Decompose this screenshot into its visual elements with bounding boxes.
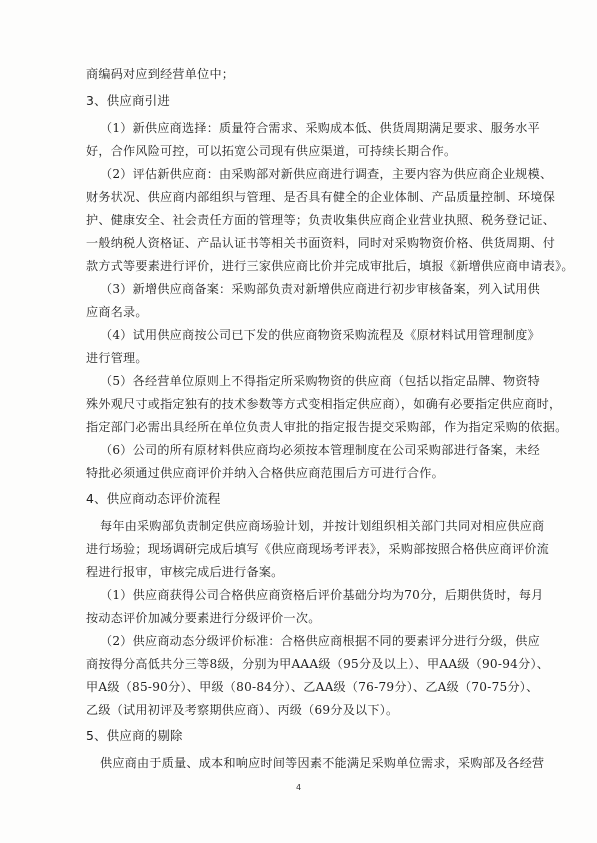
section-heading: 4、供应商动态评价流程 <box>86 491 221 506</box>
text-line: 进行管理。 <box>86 351 148 365</box>
text-line: 好，合作风险可控，可以拓宽公司现有供应渠道，可持续长期合作。 <box>86 144 457 158</box>
text-line: （5）各经营单位原则上不得指定所采购物资的供应商（包括以指定品牌、物资特 <box>100 374 540 388</box>
text-line: 款方式等要素进行评价，进行三家供应商比价并完成审批后，填报《新增供应商申请表》。 <box>86 259 574 273</box>
text-line: 财务状况、供应商内部组织与管理、是否具有健全的企业体制、产品质量控制、环境保 <box>86 190 556 204</box>
text-line: 供应商由于质量、成本和响应时间等因素不能满足采购单位需求，采购部及各经营 <box>100 756 545 770</box>
section-heading: 3、供应商引进 <box>86 93 170 108</box>
text-line: 商按得分高低共分三等8级，分别为甲AAA级（95分及以上）、甲AA级（90-94分）、 <box>86 657 550 671</box>
text-line: 甲A级（85-90分）、甲级（80-84分）、乙AA级（76-79分）、乙A级（70-75分）、 <box>86 680 539 694</box>
text-line: 特批必须通过供应商评价并纳入合格供应商范围后方可进行合作。 <box>86 466 444 480</box>
text-line: （2）评估新供应商：由采购部对新供应商进行调查，主要内容为供应商企业规模、 <box>100 167 553 181</box>
text-line: 一般纳税人资格证、产品认证书等相关书面资料，同时对采购物资价格、供货周期、付 <box>86 236 556 250</box>
text-line: 程进行报审，审核完成后进行备案。 <box>86 565 284 579</box>
text-line: 护、健康安全、社会责任方面的管理等；负责收集供应商企业营业执照、税务登记证、 <box>86 213 556 227</box>
text-line: 按动态评价加减分要素进行分级评价一次。 <box>86 611 321 625</box>
section-heading: 5、供应商的剔除 <box>86 728 183 743</box>
text-line: 应商名录。 <box>86 305 148 319</box>
text-line: 每年由采购部负责制定供应商场验计划，并按计划组织相关部门共同对相应供应商 <box>100 519 545 533</box>
text-line: （1）新供应商选择：质量符合需求、采购成本低、供货周期满足要求、服务水平 <box>100 121 540 135</box>
text-line: 商编码对应到经营单位中； <box>86 67 235 81</box>
text-line: （1）供应商获得公司合格供应商资格后评价基础分均为70分，后期供货时，每月 <box>100 588 544 602</box>
text-line: 殊外观尺寸或指定独有的技术参数等方式变相指定供应商），如确有必要指定供应商时， <box>86 397 562 411</box>
text-line: （6）公司的所有原材料供应商均必须按本管理制度在公司采购部进行备案，未经 <box>100 443 540 457</box>
text-line: （2）供应商动态分级评价标准：合格供应商根据不同的要素评分进行分级，供应 <box>100 634 540 648</box>
text-line: （4）试用供应商按公司已下发的供应商物资采购流程及《原材料试用管理制度》 <box>100 328 540 342</box>
text-line: （3）新增供应商备案：采购部负责对新增供应商进行初步审核备案，列入试用供 <box>100 282 540 296</box>
text-line: 进行场验；现场调研完成后填写《供应商现场考评表》，采购部按照合格供应商评价流 <box>86 542 550 556</box>
text-line: 指定部门必需出具经所在单位负责人审批的指定报告提交采购部，作为指定采购的依据。 <box>86 420 568 434</box>
page-number: 4 <box>295 783 302 792</box>
text-line: 乙级（试用初评及考察期供应商）、丙级（69分及以下）。 <box>86 703 399 717</box>
